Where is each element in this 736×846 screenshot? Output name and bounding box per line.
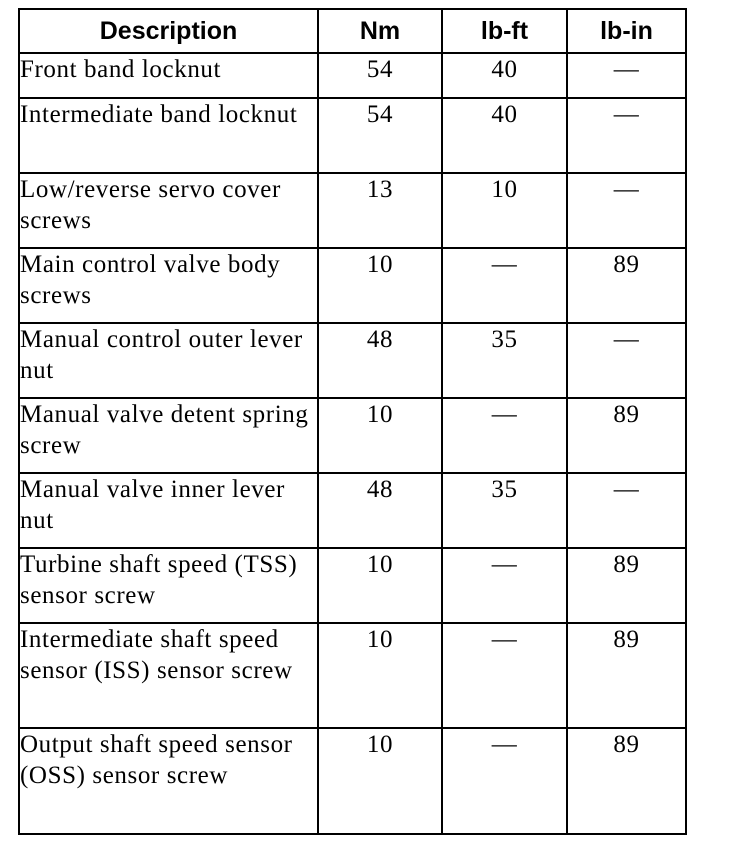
description-cell: Manual valve detent spring screw — [19, 398, 318, 473]
table-row — [19, 548, 686, 623]
description-cell: Main control valve body screws — [19, 248, 318, 323]
lb-in-cell: — — [567, 473, 686, 548]
nm-cell: 10 — [318, 248, 442, 323]
table-row — [19, 473, 686, 548]
header-nm: Nm — [318, 9, 442, 53]
lb-in-cell: 89 — [567, 728, 686, 834]
lb-ft-cell: 10 — [442, 173, 567, 248]
table-row — [19, 323, 686, 398]
nm-cell: 10 — [318, 398, 442, 473]
lb-ft-cell: — — [442, 548, 567, 623]
header-lb-in: lb-in — [567, 9, 686, 53]
table-row — [19, 98, 686, 173]
nm-cell: 48 — [318, 473, 442, 548]
description-cell: Front band locknut — [19, 53, 318, 98]
lb-in-cell: — — [567, 323, 686, 398]
lb-in-cell: — — [567, 98, 686, 173]
table-row — [19, 728, 686, 834]
lb-in-cell: — — [567, 173, 686, 248]
nm-cell: 10 — [318, 728, 442, 834]
nm-cell: 54 — [318, 53, 442, 98]
torque-spec-table — [18, 8, 687, 835]
nm-cell: 48 — [318, 323, 442, 398]
lb-in-cell: 89 — [567, 398, 686, 473]
description-cell: Intermediate shaft speed sensor (ISS) sensor screw — [19, 623, 318, 728]
lb-in-cell: 89 — [567, 548, 686, 623]
lb-ft-cell: 40 — [442, 98, 567, 173]
description-cell: Low/reverse servo cover screws — [19, 173, 318, 248]
header-lb-ft: lb-ft — [442, 9, 567, 53]
nm-cell: 54 — [318, 98, 442, 173]
description-cell: Turbine shaft speed (TSS) sensor screw — [19, 548, 318, 623]
lb-in-cell: — — [567, 53, 686, 98]
nm-cell: 10 — [318, 548, 442, 623]
nm-cell: 10 — [318, 623, 442, 728]
description-cell: Intermediate band locknut — [19, 98, 318, 173]
lb-in-cell: 89 — [567, 623, 686, 728]
lb-ft-cell: — — [442, 623, 567, 728]
table-row — [19, 173, 686, 248]
table-header-row — [19, 9, 686, 53]
description-cell: Manual control outer lever nut — [19, 323, 318, 398]
lb-in-cell: 89 — [567, 248, 686, 323]
lb-ft-cell: 40 — [442, 53, 567, 98]
table-row — [19, 53, 686, 98]
lb-ft-cell: 35 — [442, 473, 567, 548]
description-cell: Output shaft speed sensor (OSS) sensor screw — [19, 728, 318, 834]
header-description: Description — [19, 9, 318, 53]
description-cell: Manual valve inner lever nut — [19, 473, 318, 548]
table-row — [19, 623, 686, 728]
lb-ft-cell: — — [442, 728, 567, 834]
table-row — [19, 398, 686, 473]
lb-ft-cell: — — [442, 248, 567, 323]
table-row — [19, 248, 686, 323]
lb-ft-cell: 35 — [442, 323, 567, 398]
lb-ft-cell: — — [442, 398, 567, 473]
nm-cell: 13 — [318, 173, 442, 248]
